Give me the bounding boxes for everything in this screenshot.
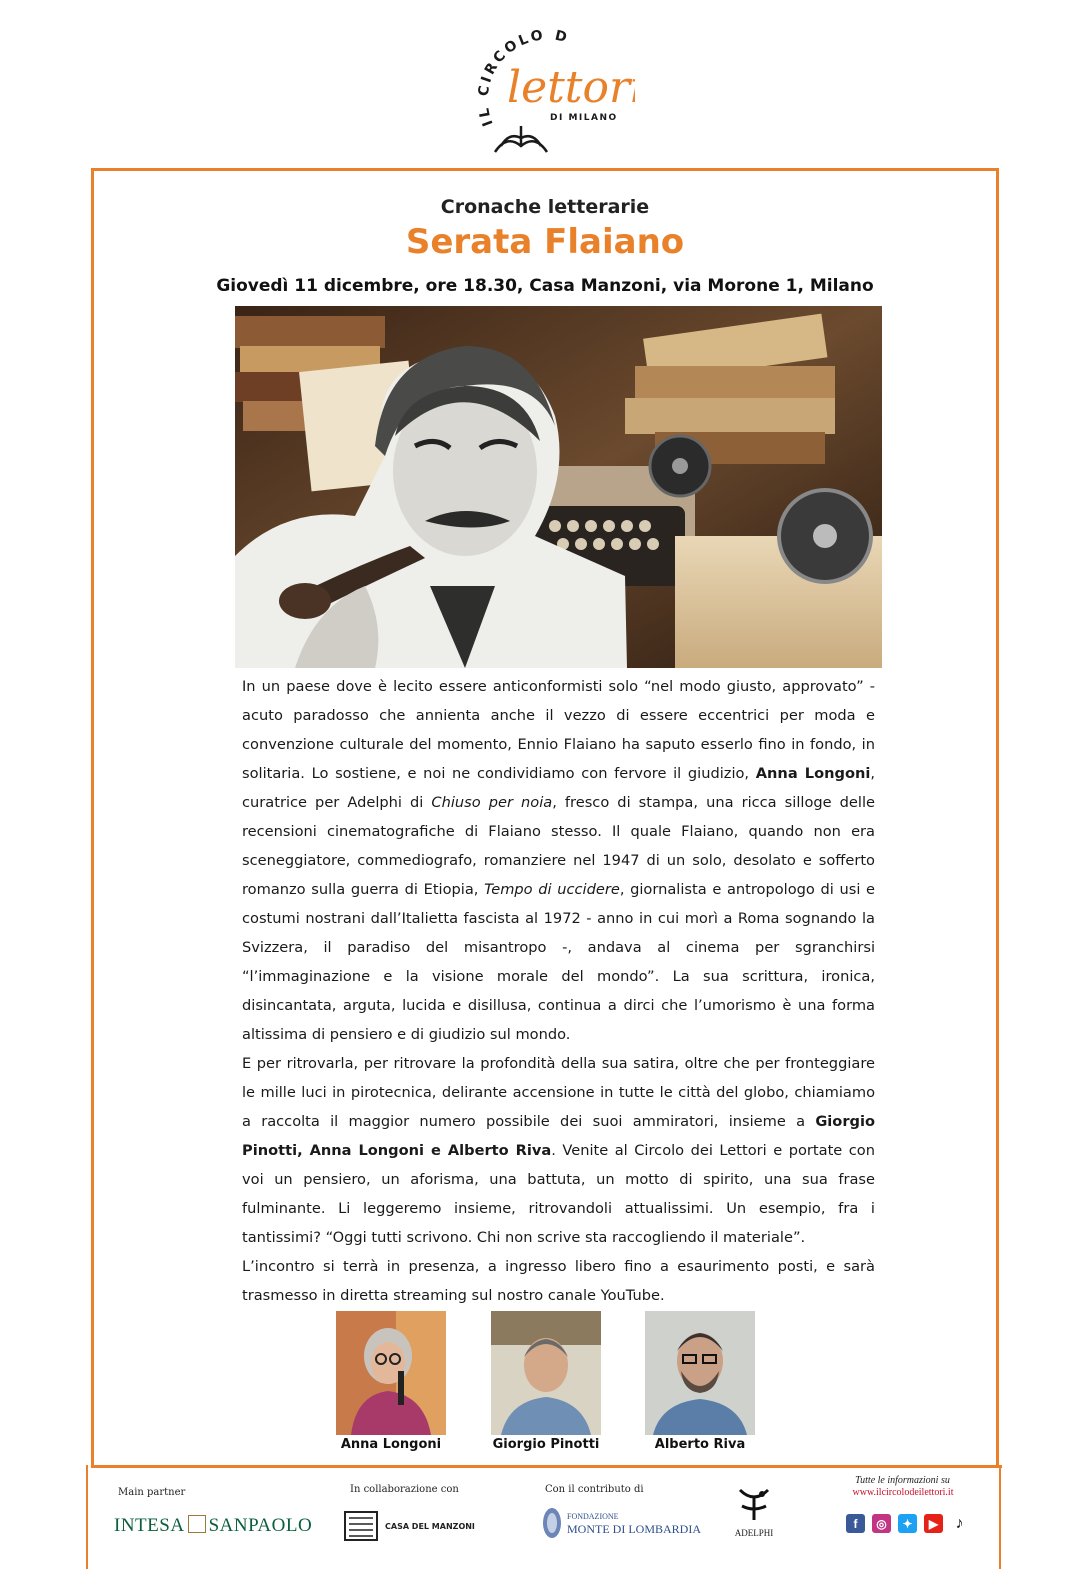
website-link[interactable]: www.ilcircolodeilettori.it [852,1487,954,1498]
event-description [242,672,875,1310]
intesa-sanpaolo-logo: INTESA SANPAOLO [114,1515,313,1536]
paragraph-3: L’incontro si terrà in presenza, a ingresso libero fino a esaurimento posti, e sarà trasmesso in diretta streaming sul nostro canale YouTube. [242,1258,875,1304]
paragraph-2: E per ritrovarla, per ritrovare la profondità della sua satira, oltre che per fronteggiare le mille luci in pirotecnica, delirante accensione in tutte le città del globo, chiamiamo a raccolta il maggior numero possibile dei suoi ammiratori, insieme a Giorgio Pinotti, Anna Longoni e Alberto Riva. Venite al Circolo dei Lettori e portate con voi un pensiero, un aforisma, una battuta, un motto di spirito, una sua frase fulminante. Li leggeremo insieme, ritrovandoli attualissimi. Un esempio, fra i tantissimi? “Oggi tutti scrivono. Chi non scrive sta raccogliendo il materiale”. [242,1055,875,1246]
footer-divider [91,1465,1002,1468]
speaker-photo [336,1311,446,1435]
circolo-lettori-logo [455,14,635,164]
footer-border-left [86,1465,88,1569]
tiktok-icon[interactable]: ♪ [950,1514,969,1533]
paragraph-1: In un paese dove è lecito essere anticonformisti solo “nel modo giusto, approvato” - acuto paradosso che annienta anche il vezzo di essere eccentrici per moda e convenzione culturale del momento, Ennio Flaiano ha saputo esserlo fino in fondo, in solitaria. Lo sostiene, e noi ne condividiamo con fervore il giudizio, Anna Longoni, curatrice per Adelphi di Chiuso per noia, fresco di stampa, una ricca silloge delle recensioni cinematografiche di Flaiano stesso. Il quale Flaiano, quando non era sceneggiatore, commediografo, romanziere nel 1947 di un solo, desolato e sofferto romanzo sulla guerra di Etiopia, Tempo di uccidere, giornalista e antropologo di usi e costumi nostrani dall’Italietta fascista al 1972 - anno in cui morì a Roma sognando la Svizzera, il paradiso del misantropo -, andava al cinema per sgranchirsi “l’immaginazione e la visione morale del mondo”. La sua scrittura, ironica, disincantata, arguta, lucida e disillusa, continua a dirci che l’umorismo è una forma altissima di pensiero e di giudizio sul mondo. [242,678,876,1043]
contribution-label: Con il contributo di [545,1484,644,1495]
speaker-name: Alberto Riva [654,1437,746,1452]
fondazione-emblem-icon [541,1506,563,1540]
svg-text:DI MILANO: DI MILANO [550,113,618,123]
adelphi-logo: ADELPHI [728,1484,780,1538]
casa-manzoni-logo: CASA DEL MANZONI [343,1508,475,1544]
twitter-icon[interactable]: ✦ [898,1514,917,1533]
casa-manzoni-icon [343,1508,379,1544]
event-series: Cronache letterarie [440,196,650,218]
footer-border-right [999,1465,1001,1569]
svg-text:lettori: lettori [507,62,635,113]
speaker-photo [491,1311,601,1435]
svg-text:IL CIRCOLO DEI: IL CIRCOLO D [475,27,572,129]
social-icons [846,1514,969,1533]
speaker-anna-longoni [331,1311,451,1452]
speaker-name: Anna Longoni [340,1437,442,1452]
event-details: Giovedì 11 dicembre, ore 18.30, Casa Manzoni, via Morone 1, Milano [216,276,874,296]
facebook-icon[interactable]: f [846,1514,865,1533]
adelphi-emblem-icon [732,1484,776,1524]
instagram-icon[interactable]: ◎ [872,1514,891,1533]
speaker-photo [645,1311,755,1435]
speaker-alberto-riva [640,1311,760,1452]
fondazione-logo: FONDAZIONE MONTE DI LOMBARDIA [541,1506,701,1540]
speaker-name: Giorgio Pinotti [492,1437,600,1452]
main-partner-label: Main partner [118,1487,186,1498]
info-label: Tutte le informazioni su [855,1475,950,1486]
youtube-icon[interactable]: ▶ [924,1514,943,1533]
collaboration-label: In collaborazione con [350,1484,459,1495]
speaker-giorgio-pinotti [486,1311,606,1452]
event-title: Serata Flaiano [405,222,685,262]
open-book-icon [495,126,547,152]
flaiano-illustration [235,306,882,668]
